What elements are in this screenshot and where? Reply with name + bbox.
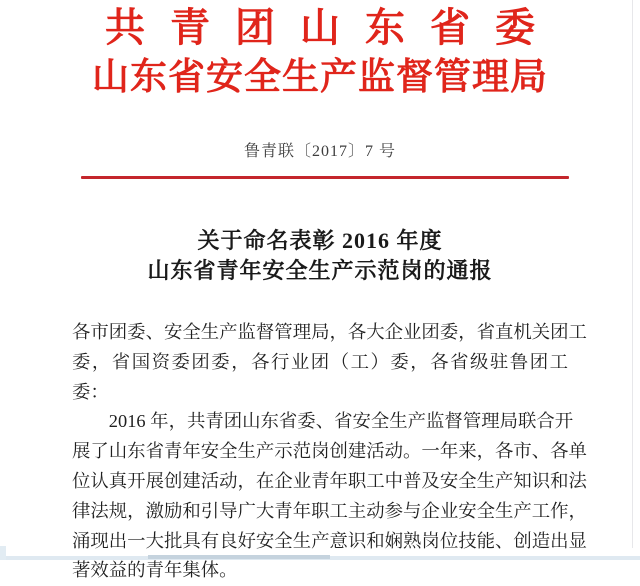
body-line: 涌现出一大批具有良好安全生产意识和娴熟岗位技能、创造出显	[72, 530, 587, 551]
red-divider-rule	[81, 176, 569, 179]
body-line: 委，省国资委团委，各行业团（工）委，各省级驻鲁团工委：	[72, 351, 568, 402]
body-line: 律法规，激励和引导广大青年职工主动参与企业安全生产工作，	[72, 500, 587, 521]
letterhead-org-line1: 共青团山东省委	[105, 5, 560, 50]
document-reference-number: 鲁青联〔2017〕7 号	[243, 143, 396, 160]
body-line: 展了山东省青年安全生产示范岗创建活动。一年来，各市、各单	[72, 441, 587, 462]
document-title	[0, 226, 640, 286]
scan-right-edge	[632, 0, 633, 548]
body-line: 位认真开展创建活动，在企业青年职工中普及安全生产知识和法	[72, 470, 587, 491]
document-title-line1: 关于命名表彰 2016 年度	[197, 228, 443, 253]
document-body	[72, 318, 587, 586]
body-line: 2016 年，共青团山东省委、省安全生产监督管理局联合开	[108, 411, 574, 432]
letterhead-org-line2: 山东省安全生产监督管理局	[92, 57, 548, 98]
scan-corner-nub	[0, 546, 6, 560]
body-line: 著效益的青年集体。	[72, 560, 238, 581]
document-title-line2: 山东省青年安全生产示范岗的通报	[147, 258, 493, 283]
body-line: 各市团委、安全生产监督管理局，各大企业团委，省直机关团工	[72, 322, 587, 342]
scan-bottom-edge-dark	[148, 555, 330, 559]
